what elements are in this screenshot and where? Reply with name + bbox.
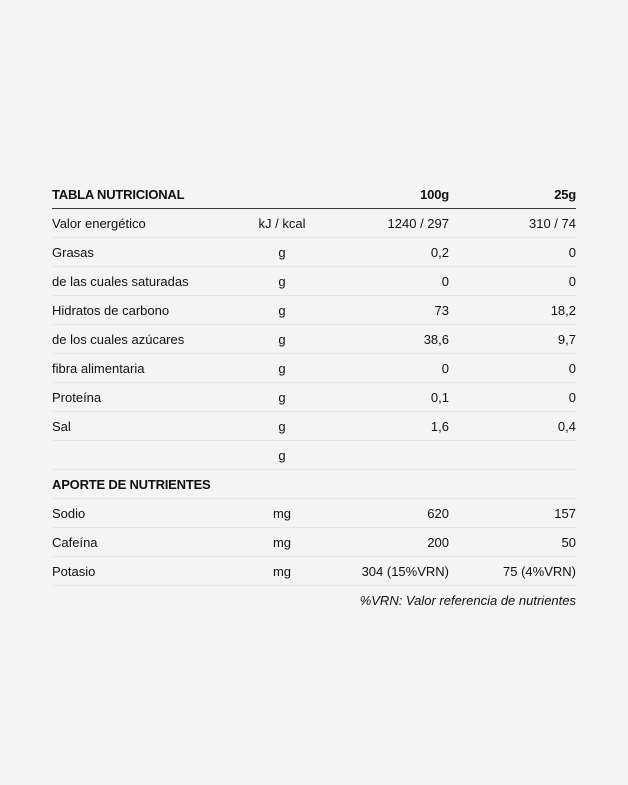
nutrient-unit: g: [242, 354, 322, 383]
table-row: [52, 267, 576, 296]
section-header-row: [52, 470, 576, 499]
nutrient-name: de las cuales saturadas: [52, 267, 242, 296]
nutrient-unit: mg: [242, 557, 322, 586]
unit-column-header: [242, 180, 322, 209]
footnote-row: [52, 586, 576, 615]
nutrient-unit: g: [242, 296, 322, 325]
nutrient-name: Grasas: [52, 238, 242, 267]
value-per-25g: 18,2: [449, 296, 576, 325]
nutrient-name: Valor energético: [52, 209, 242, 238]
value-per-25g: 0: [449, 383, 576, 412]
nutrient-name: Hidratos de carbono: [52, 296, 242, 325]
table-row: [52, 296, 576, 325]
value-per-100g: 620: [322, 499, 449, 528]
nutrient-unit: g: [242, 441, 322, 470]
nutrient-unit: g: [242, 325, 322, 354]
table-row: [52, 325, 576, 354]
value-per-100g: 38,6: [322, 325, 449, 354]
nutrient-name: [52, 441, 242, 470]
table-row: [52, 209, 576, 238]
nutrient-name: Potasio: [52, 557, 242, 586]
nutrient-name: Sodio: [52, 499, 242, 528]
value-per-25g: 0,4: [449, 412, 576, 441]
table-row: [52, 354, 576, 383]
table-row: [52, 383, 576, 412]
nutrient-unit: mg: [242, 499, 322, 528]
value-per-25g: 9,7: [449, 325, 576, 354]
value-per-25g: 0: [449, 267, 576, 296]
value-per-100g: 200: [322, 528, 449, 557]
value-per-25g: [449, 441, 576, 470]
value-per-100g: 0: [322, 267, 449, 296]
value-per-100g: 73: [322, 296, 449, 325]
nutrient-name: Sal: [52, 412, 242, 441]
section-title: APORTE DE NUTRIENTES: [52, 470, 576, 499]
value-per-25g: 0: [449, 354, 576, 383]
nutrient-unit: mg: [242, 528, 322, 557]
value-per-25g: 310 / 74: [449, 209, 576, 238]
table-row: [52, 412, 576, 441]
table-row: [52, 499, 576, 528]
value-per-100g: [322, 441, 449, 470]
table-row: [52, 238, 576, 267]
value-per-100g: 304 (15%VRN): [322, 557, 449, 586]
nutrient-unit: g: [242, 383, 322, 412]
footnote: %VRN: Valor referencia de nutrientes: [359, 592, 576, 608]
table-row: [52, 557, 576, 586]
nutrient-name: Proteína: [52, 383, 242, 412]
nutrient-name: de los cuales azúcares: [52, 325, 242, 354]
value-per-25g: 0: [449, 238, 576, 267]
value-per-100g: 1,6: [322, 412, 449, 441]
table-header-row: [52, 180, 576, 209]
value-per-100g: 0: [322, 354, 449, 383]
per-25g-column-header: 25g: [449, 180, 576, 209]
nutrient-unit: g: [242, 412, 322, 441]
nutrient-name: Cafeína: [52, 528, 242, 557]
table-title: TABLA NUTRICIONAL: [52, 180, 242, 209]
nutrient-unit: g: [242, 238, 322, 267]
value-per-25g: 157: [449, 499, 576, 528]
value-per-25g: 75 (4%VRN): [449, 557, 576, 586]
value-per-100g: 0,1: [322, 383, 449, 412]
table-row: [52, 528, 576, 557]
value-per-100g: 1240 / 297: [322, 209, 449, 238]
nutrient-unit: kJ / kcal: [242, 209, 322, 238]
per-100g-column-header: 100g: [322, 180, 449, 209]
table-row: [52, 441, 576, 470]
nutrition-table: [52, 180, 576, 614]
value-per-100g: 0,2: [322, 238, 449, 267]
nutrient-unit: g: [242, 267, 322, 296]
value-per-25g: 50: [449, 528, 576, 557]
nutrient-name: fibra alimentaria: [52, 354, 242, 383]
